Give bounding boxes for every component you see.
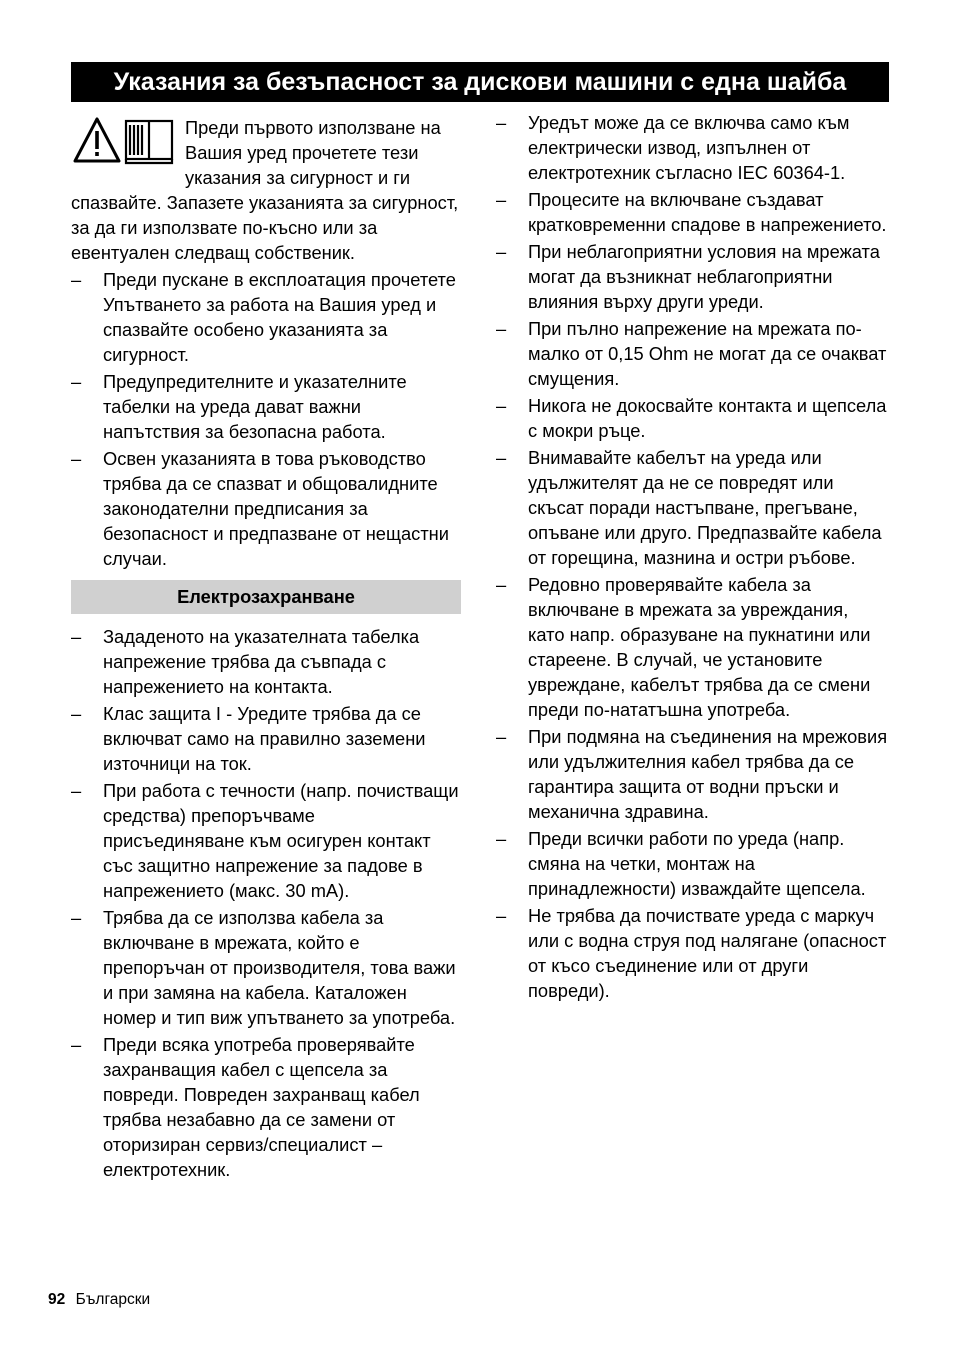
right-column	[496, 110, 888, 1005]
safety-icons	[73, 117, 175, 165]
list-item: – Предупредителните и указателните табелки на уреда дават важни напътствия за безопасна работа.	[71, 369, 461, 444]
page-title: Указания за безъпасност за дискови машини с една шайба	[71, 62, 889, 102]
list-item: – Клас защита I - Уредите трябва да се включват само на правилно заземени източници на ток.	[71, 701, 461, 776]
general-safety-list	[71, 267, 461, 571]
warning-triangle-icon	[75, 119, 119, 161]
list-item: – Процесите на включване създават кратковременни спадове в напрежението.	[496, 187, 888, 237]
list-item: – Освен указанията в това ръководство трябва да се спазват и общовалидните законодателни предписания за безопасност и предпазване от нещастни случаи.	[71, 446, 461, 571]
left-column	[71, 115, 461, 1184]
footer-language: Български	[75, 1291, 151, 1308]
power-supply-list	[71, 624, 461, 1182]
section-heading: Електрозахранване	[71, 580, 461, 614]
page-number: 92	[48, 1291, 66, 1308]
intro-text: Преди първото използване на Вашия уред прочетете тези указания за сигурност и ги спазвайте. Запазете указанията за сигурност, за да ги използвате по-късно или за евентуален следващ собственик.	[71, 117, 459, 263]
list-item: – Никога не докосвайте контакта и щепсела с мокри ръце.	[496, 393, 888, 443]
list-item: – Не трябва да почиствате уреда с маркуч или с водна струя под налягане (опасност от късо съединение или от други повреди).	[496, 903, 888, 1003]
open-book-icon	[126, 121, 172, 163]
list-item: – Трябва да се използва кабела за включване в мрежата, който е препоръчан от производителя, това важи и при замяна на кабела. Каталожен номер и тип виж упътването за употреба.	[71, 905, 461, 1030]
list-item: – Уредът може да се включва само към електрически извод, изпълнен от електротехник съгласно IEC 60364-1.	[496, 110, 888, 185]
list-item: – Внимавайте кабелът на уреда или удължителят да не се повредят или скъсат поради настъпване, прегъване, опъване или друго. Предпазвайте кабела от горещина, мазнина и остри ръбове.	[496, 445, 888, 570]
intro-block	[71, 115, 461, 265]
list-item: – Редовно проверявайте кабела за включване в мрежата за увреждания, като напр. образуване на пукнатини или стареене. В случай, че установите увреждане, кабелът трябва да се смени преди по-нататъшна употреба.	[496, 572, 888, 722]
list-item: – При подмяна на съединения на мрежовия или удължителния кабел трябва да се гарантира защита от водни пръски и механична здравина.	[496, 724, 888, 824]
list-item: – Преди пускане в експлоатация прочетете Упътването за работа на Вашия уред и спазвайте особено указанията за сигурност.	[71, 267, 461, 367]
list-item: – Преди всяка употреба проверявайте захранващия кабел с щепсела за повреди. Повреден захранващ кабел трябва незабавно да се замени от оторизиран сервиз/специалист – електротехник.	[71, 1032, 461, 1182]
electrical-safety-list	[496, 110, 888, 1003]
list-item: – При неблагоприятни условия на мрежата могат да възникнат неблагоприятни влияния върху други уреди.	[496, 239, 888, 314]
list-item: – Зададеното на указателната табелка напрежение трябва да съвпада с напрежението на контакта.	[71, 624, 461, 699]
page-footer	[48, 1290, 150, 1310]
list-item: – Преди всички работи по уреда (напр. смяна на четки, монтаж на принадлежности) изваждайте щепсела.	[496, 826, 888, 901]
list-item: – При пълно напрежение на мрежата по-малко от 0,15 Ohm не могат да се очакват смущения.	[496, 316, 888, 391]
list-item: – При работа с течности (напр. почистващи средства) препоръчваме присъединяване към осигурен контакт със защитно напрежение за падове в напрежението (макс. 30 mA).	[71, 778, 461, 903]
